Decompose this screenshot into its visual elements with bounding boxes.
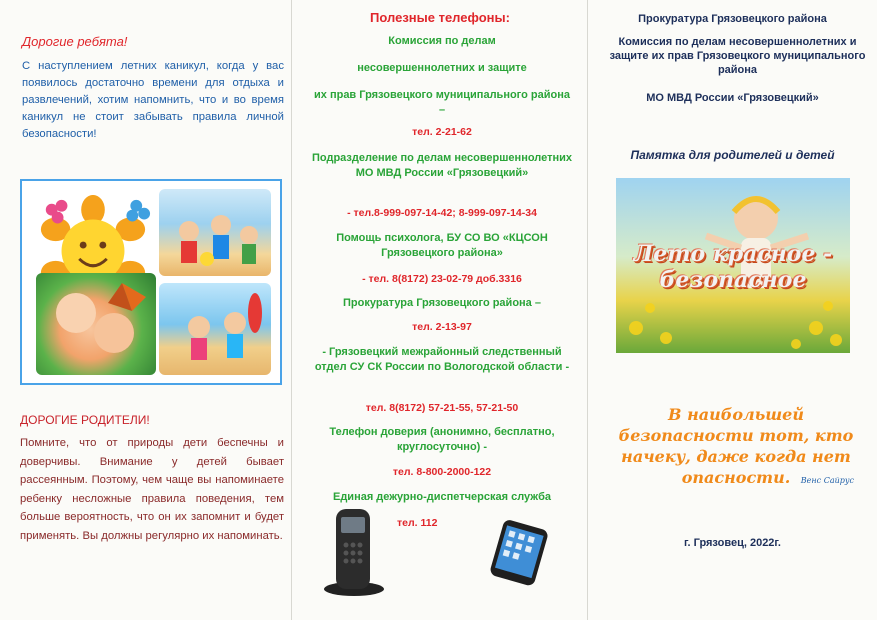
quote-author: Венс Сайрус <box>800 476 854 485</box>
summer-hero-image <box>616 178 850 353</box>
police-org-title: МО МВД России «Грязовецкий» <box>646 92 819 104</box>
trust-line-phone: тел. 8-800-2000-122 <box>392 466 492 478</box>
police-department: Подразделение по делам несовершеннолетних МО МВД России «Грязовецкий» <box>312 152 573 179</box>
memo-title: Памятка для родителей и детей <box>630 148 835 162</box>
dispatch-phone: тел. 112 <box>397 517 438 529</box>
summer-photo-collage <box>20 179 282 385</box>
investigation-phone: тел. 8(8172) 57-21-55, 57-21-50 <box>365 402 519 414</box>
commission-org-title: Комиссия по делам несовершеннолетних и защите их прав Грязовецкого муниципального района <box>609 36 866 76</box>
banner-line-2: безопасное <box>659 267 807 293</box>
dispatch-service: Единая дежурно-диспетчерская служба <box>332 491 552 503</box>
investigation-department: - Грязовецкий межрайонный следственный отдел СУ СК России по Вологодской области - <box>314 346 570 373</box>
cordless-phone-icon <box>322 505 386 597</box>
psychologist-service: Помощь психолога, БУ СО ВО «КЦСОН Грязовецкого района» <box>336 232 548 259</box>
kids-greeting: Дорогие ребята! <box>22 34 128 49</box>
parents-greeting: ДОРОГИЕ РОДИТЕЛИ! <box>20 413 150 427</box>
kids-playing-tile <box>159 189 271 276</box>
smartphone-icon <box>488 520 552 586</box>
commission-line-1: Комиссия по делам <box>388 35 496 47</box>
kids-paragraph: С наступлением летних каникул, когда у вас появилось достаточно времени для отдыха и развлечений, хотим напомнить, что и во время каникул не стоит забывать правила личной безопасности! <box>22 60 284 140</box>
prosecutor-org-title: Прокуратура Грязовецкого района <box>638 13 827 25</box>
panel-left <box>0 0 292 620</box>
children-faces-tile <box>36 273 156 375</box>
psychologist-phone: - тел. 8(8172) 23-02-79 доб.3316 <box>362 273 522 285</box>
safety-quote: В наибольшей безопасности тот, кто начеку, даже когда нет опасности. <box>618 405 854 487</box>
trust-line: Телефон доверия (анонимно, бесплатно, круглосуточно) - <box>329 426 555 453</box>
prosecutor-phone: тел. 2-13-97 <box>412 321 472 333</box>
useful-phones-title: Полезные телефоны: <box>370 10 510 25</box>
prosecutor-office: Прокуратура Грязовецкого района – <box>343 297 541 309</box>
commission-phone: тел. 2-21-62 <box>412 126 472 138</box>
banner-line-1: Лето красное - <box>633 241 833 267</box>
parents-paragraph: Помните, что от природы дети беспечны и доверчивы. Внимание у детей бывает рассеянным. Поэтому, чем чаще вы напоминаете ребенку несложные правила поведения, тем больше вероятность, что он их запомнит и будет применять. Вы должны регулярно их напоминать. <box>20 437 284 542</box>
panel-middle <box>292 0 588 620</box>
beach-kids-tile <box>159 283 271 375</box>
city-year-footer: г. Грязовец, 2022г. <box>684 537 781 549</box>
commission-line-3: их прав Грязовецкого муниципального района – <box>314 89 570 116</box>
police-phone: - тел.8-999-097-14-42; 8-999-097-14-34 <box>347 207 537 219</box>
panel-right <box>588 0 877 620</box>
commission-line-2: несовершеннолетних и защите <box>357 62 527 74</box>
